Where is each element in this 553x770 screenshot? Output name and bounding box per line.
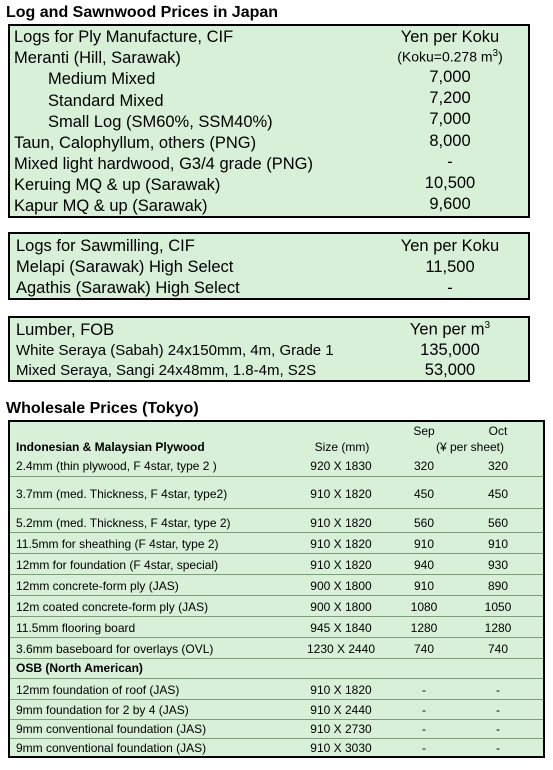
table-row-size: 910 X 2440 [310,703,372,717]
table-row-size: 900 X 1800 [310,579,372,593]
ply-row-label: Standard Mixed [48,92,164,110]
wholesale-table [8,420,545,758]
table-row-oct: 890 [487,579,509,593]
table-row-label: 3.6mm baseboard for overlays (OVL) [16,642,214,656]
table-row-sep: 910 [413,537,435,551]
page-title: Log and Sawnwood Prices in Japan [6,4,279,21]
table-row-oct: 910 [487,537,509,551]
table-row-sep: 740 [413,642,435,656]
table-row-sep: - [422,722,426,736]
table-row-size: 945 X 1840 [310,621,372,635]
row-divider [10,574,543,575]
table-row-label: 2.4mm (thin plywood, F 4star, type 2 ) [16,459,217,473]
table-row-size: 910 X 1820 [310,516,372,530]
lumber-row-label: Mixed Seraya, Sangi 24x48mm, 1.8-4m, S2S [16,362,317,379]
ply-unit: Yen per Koku [400,28,500,46]
row-divider [10,658,543,659]
table-row-sep: - [422,703,426,717]
table-row-sep: 560 [413,516,435,530]
table-row-sep: - [422,683,426,697]
table-row-oct: 450 [487,487,509,501]
table-row-size: 910 X 2730 [310,722,372,736]
table-row-label: 9mm conventional foundation (JAS) [16,741,207,755]
table-row-label: 9mm foundation for 2 by 4 (JAS) [16,703,189,717]
row-divider [10,508,543,509]
table-row-size: 910 X 1820 [310,487,372,501]
table-row-sep: 1080 [410,600,438,614]
ply-row-label: Medium Mixed [48,70,156,88]
koku-note: (Koku=0.278 $m^3$) [397,48,503,65]
meranti-label: Meranti (Hill, Sarawak) [14,49,181,67]
table-row-sep: 940 [413,558,435,572]
lumber-row-label: White Seraya (Sabah) 24x150mm, 4m, Grade 1 [16,342,334,359]
table-row-sep: 320 [413,459,435,473]
ply-row-value: 7,000 [429,110,471,128]
ply-row-value: 9,600 [429,195,471,213]
ply-row-label: Keruing MQ & up (Sarawak) [14,176,221,194]
row-divider [10,678,543,679]
table-row-label: 11.5mm for sheathing (F 4star, type 2) [16,537,219,551]
saw-unit: Yen per Koku [400,237,500,255]
ply-row-value: 10,500 [424,174,476,192]
table-row-sep: 910 [413,579,435,593]
ply-row-label: Small Log (SM60%, SSM40%) [48,113,273,131]
saw-row-label: Melapi (Sarawak) High Select [16,258,234,276]
table-row-size: 920 X 1830 [310,459,372,473]
table-row-sep: 450 [413,487,435,501]
sawmilling-logs-panel [8,232,530,300]
ply-row-label: Kapur MQ & up (Sarawak) [14,197,208,215]
group-heading-plywood: Indonesian & Malaysian Plywood [16,440,205,454]
group-heading-osb: OSB (North American) [16,661,143,675]
table-row-oct: 930 [487,558,509,572]
row-divider [10,476,543,477]
table-row-sep: - [422,741,426,755]
row-divider [10,637,543,638]
table-row-oct: 320 [487,459,509,473]
table-row-oct: - [496,703,500,717]
col-header-size: Size (mm) [314,440,370,454]
lumber-heading: Lumber, FOB [16,321,115,339]
table-row-size: 900 X 1800 [310,600,372,614]
lumber-row-value: 135,000 [420,341,480,359]
row-divider [10,595,543,596]
col-header-unit: (¥ per sheet) [435,440,505,454]
ply-row-label: Mixed light hardwood, G3/4 grade (PNG) [14,155,313,173]
ply-row-value: 8,000 [429,132,471,150]
table-row-size: 910 X 1820 [310,537,372,551]
saw-row-value: 11,500 [425,258,475,276]
table-row-label: 12mm concrete-form ply (JAS) [16,579,179,593]
col-header-sep: Sep [413,424,435,438]
ply-row-value: 7,200 [429,89,471,107]
ply-row-value: 7,000 [429,68,471,86]
table-row-label: 11.5mm flooring board [16,621,136,635]
row-divider [10,738,543,739]
table-row-size: 910 X 3030 [310,741,372,755]
table-row-oct: 1050 [484,600,512,614]
saw-row-label: Agathis (Sarawak) High Select [16,279,240,297]
table-row-label: 12mm for foundation (F 4star, special) [16,558,219,572]
table-row-oct: - [496,683,500,697]
row-divider [10,616,543,617]
ply-logs-panel [8,24,530,218]
lumber-row-value: 53,000 [424,361,476,379]
saw-heading: Logs for Sawmilling, CIF [16,237,195,255]
table-row-label: 3.7mm (med. Thickness, F 4star, type2) [16,487,228,501]
table-row-label: 5.2mm (med. Thickness, F 4star, type 2) [16,516,231,530]
table-row-oct: - [496,722,500,736]
table-row-oct: 1280 [484,621,512,635]
row-divider [10,719,543,720]
table-row-sep: 1280 [410,621,438,635]
table-row-size: 910 X 1820 [310,558,372,572]
table-row-oct: - [496,741,500,755]
table-row-oct: 740 [487,642,509,656]
table-row-label: 12m coated concrete-form ply (JAS) [16,600,209,614]
wholesale-title: Wholesale Prices (Tokyo) [6,400,199,417]
lumber-unit: Yen per $m^3$ [409,320,491,339]
col-header-oct: Oct [488,424,508,438]
table-row-label: 9mm conventional foundation (JAS) [16,722,207,736]
ply-row-label: Taun, Calophyllum, others (PNG) [14,134,257,152]
lumber-panel [8,316,530,382]
saw-row-value: - [447,279,453,297]
row-divider [10,532,543,533]
ply-row-value: - [447,153,453,171]
table-row-size: 1230 X 2440 [306,642,376,656]
ply-heading: Logs for Ply Manufacture, CIF [14,28,234,46]
row-divider [10,699,543,700]
row-divider [10,553,543,554]
table-row-size: 910 X 1820 [310,683,372,697]
table-row-oct: 560 [487,516,509,530]
table-row-label: 12mm foundation of roof (JAS) [16,683,180,697]
